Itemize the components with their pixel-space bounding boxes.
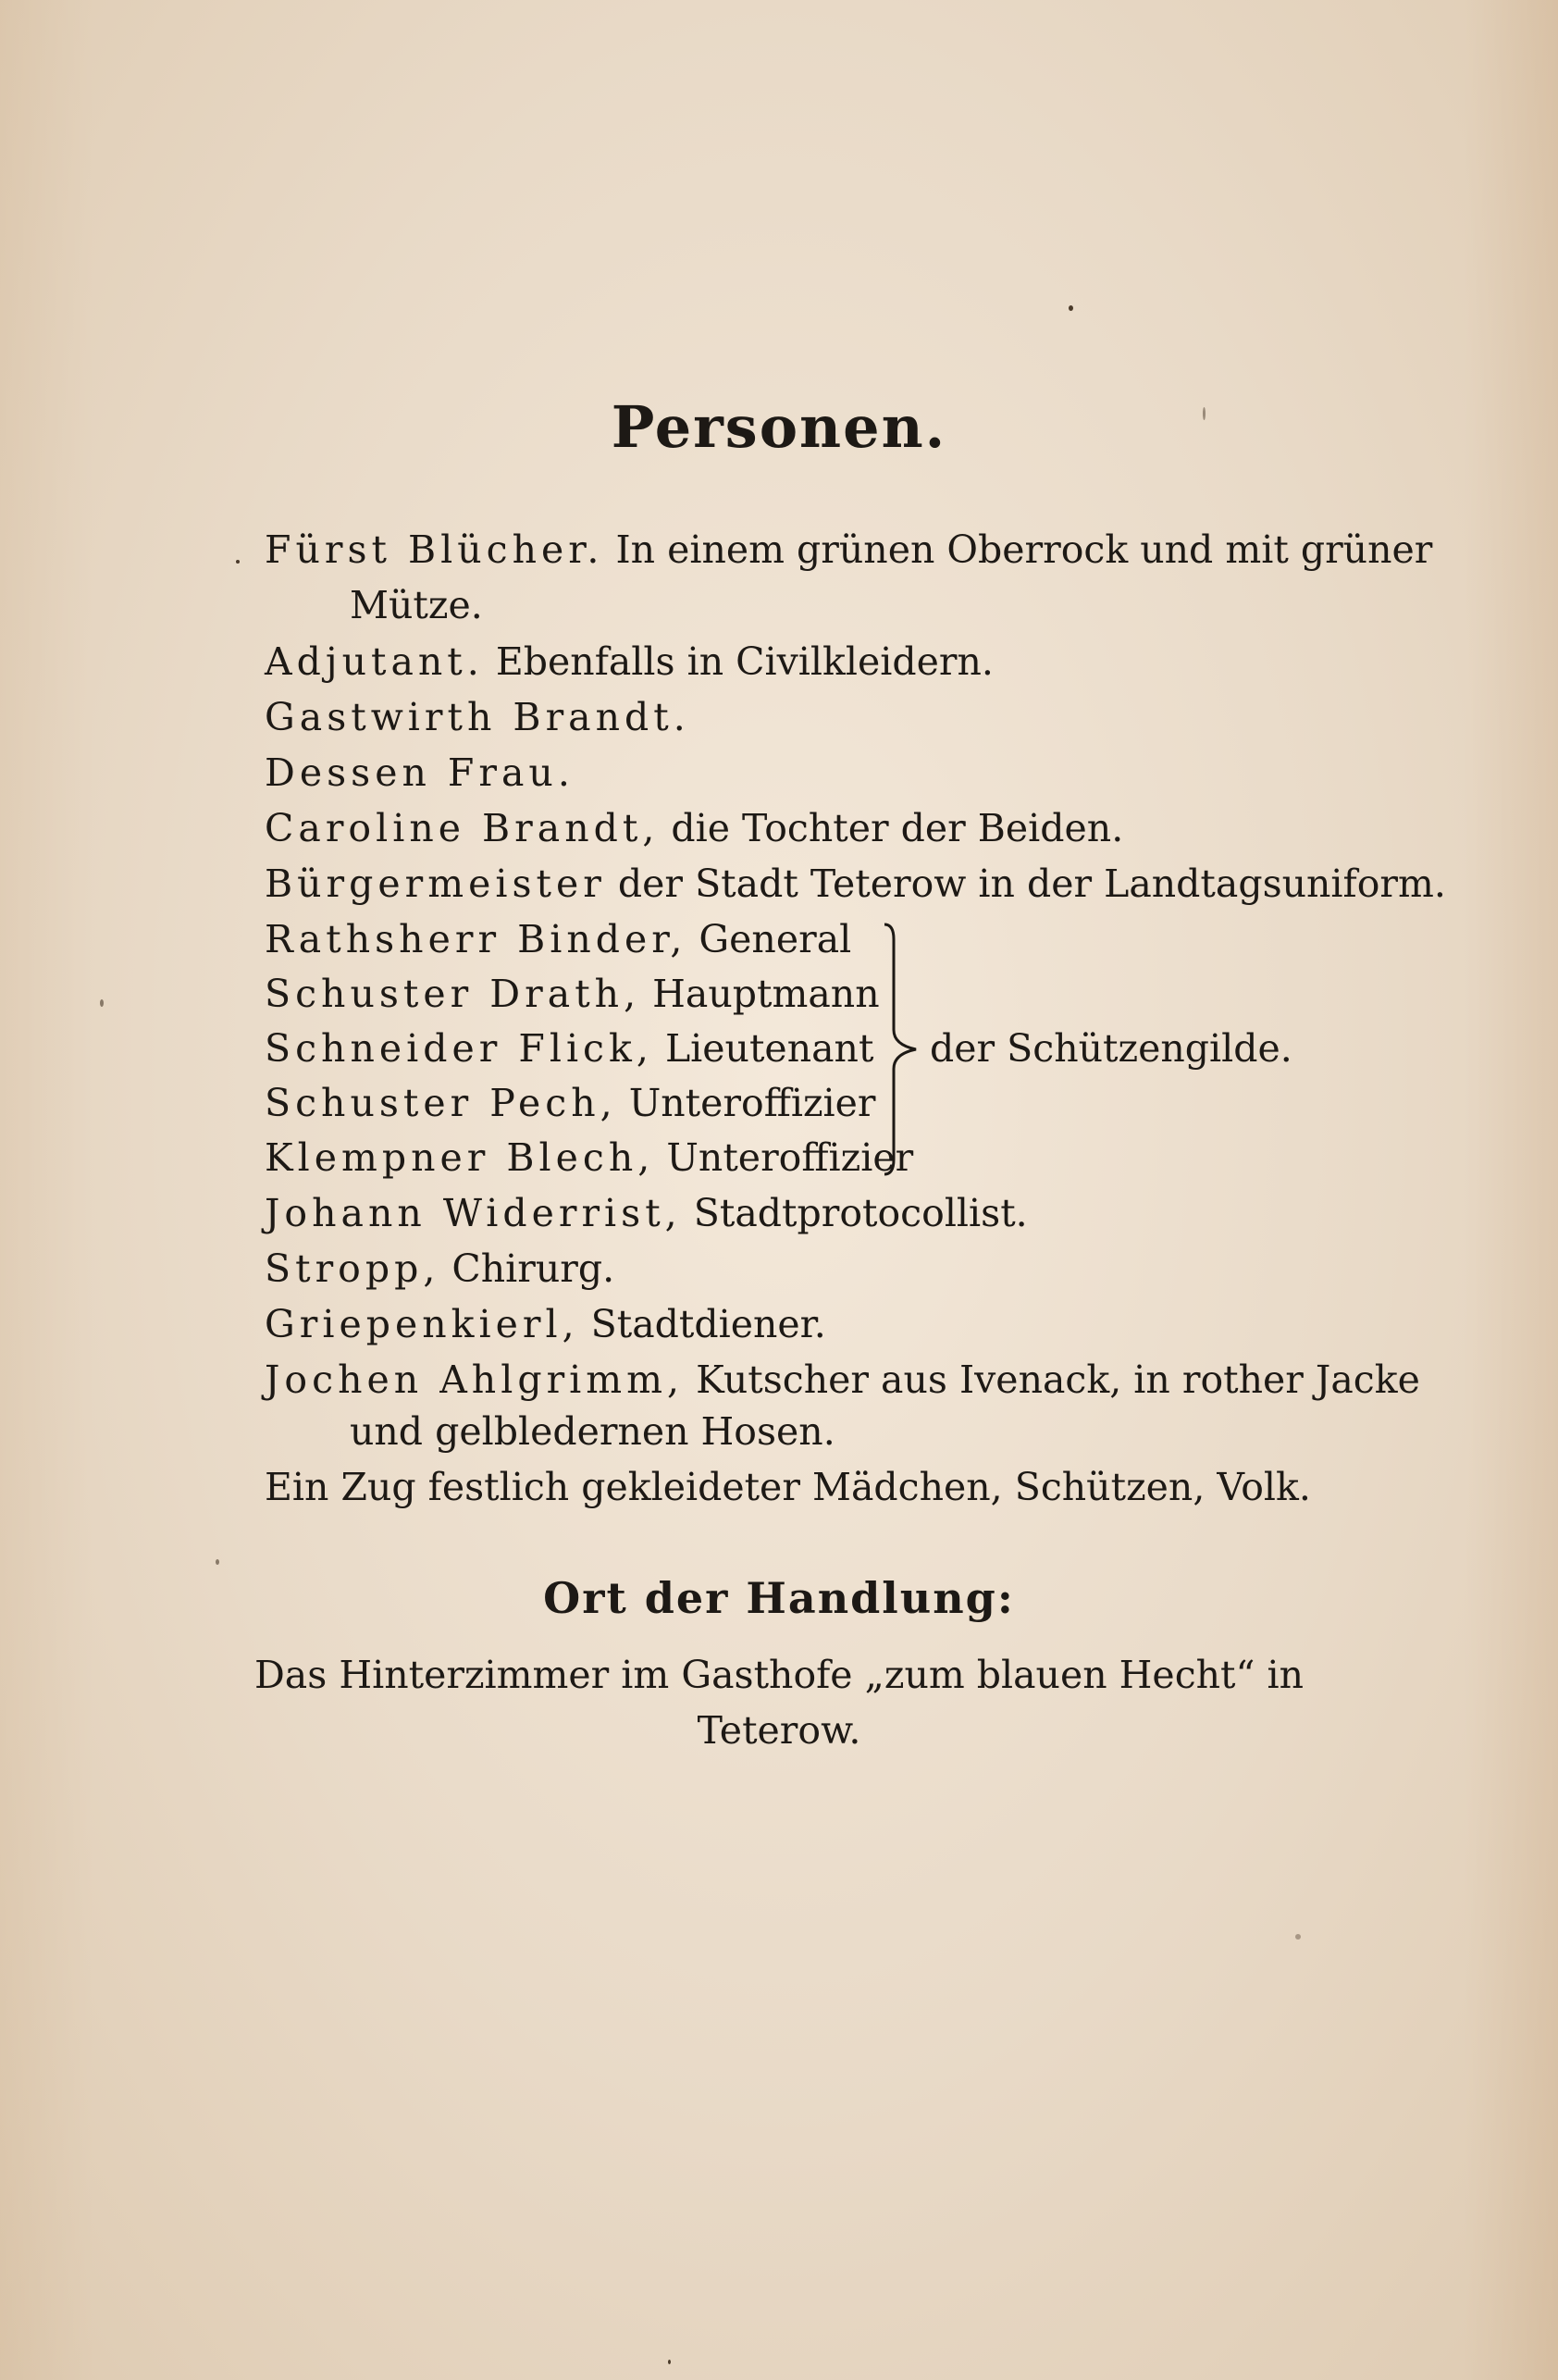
character-rank: Unteroffizier <box>616 1081 876 1125</box>
paper-speck <box>100 999 104 1007</box>
character-name: Schneider Flick, <box>265 1026 653 1071</box>
character-rank: Unteroffizier <box>654 1135 914 1180</box>
character-name: Adjutant. <box>265 639 484 684</box>
cast-line <box>350 580 483 630</box>
character-name: Bürgermeister <box>265 862 606 906</box>
paper-speck <box>1203 407 1206 420</box>
character-description: Ein Zug festlich gekleideter Mädchen, Schützen, Volk. <box>265 1465 1311 1509</box>
character-name: Fürst Blücher. <box>265 527 604 572</box>
character-description: und gelbledernen Hosen. <box>350 1409 835 1454</box>
character-description: Chirurg. <box>439 1246 615 1291</box>
cast-line <box>265 525 1432 575</box>
character-rank: Hauptmann <box>640 972 880 1016</box>
cast-line <box>265 1299 826 1349</box>
cast-line <box>265 748 575 798</box>
paper-speck <box>1295 1934 1301 1940</box>
paper-speck <box>668 2360 671 2364</box>
cast-line <box>265 637 994 687</box>
cast-line <box>265 692 690 742</box>
cast-line <box>265 1355 1420 1405</box>
character-name: Johann Widerrist, <box>265 1191 682 1235</box>
character-description: Stadtprotocollist. <box>681 1191 1028 1235</box>
place-description-line: Das Hinterzimmer im Gasthofe „zum blauen Hecht“ in <box>253 1653 1305 1697</box>
character-name: Griepenkierl, <box>265 1302 579 1346</box>
character-description: In einem grünen Oberrock und mit grüner <box>603 527 1433 572</box>
guild-member <box>265 1133 913 1183</box>
page-title: Personen. <box>611 393 947 461</box>
character-name: Schuster Pech, <box>265 1081 617 1125</box>
guild-member <box>265 969 880 1019</box>
character-description: der Stadt Teterow in der Landtagsuniform. <box>605 862 1446 906</box>
character-name: Rathsherr Binder, <box>265 917 687 961</box>
guild-member <box>265 914 851 964</box>
place-description-line: Teterow. <box>697 1708 861 1753</box>
character-description: Kutscher aus Ivenack, in rother Jacke <box>684 1357 1420 1402</box>
character-rank: Lieutenant <box>652 1026 874 1071</box>
cast-line <box>265 803 1123 853</box>
paper-speck <box>236 560 240 564</box>
curly-brace-icon <box>881 921 923 1178</box>
character-name: Klempner Blech, <box>265 1135 655 1180</box>
character-name: Schuster Drath, <box>265 972 641 1016</box>
cast-line <box>265 1462 1311 1512</box>
character-description: Ebenfalls in Civilkleidern. <box>483 639 994 684</box>
character-name: Caroline Brandt, <box>265 806 660 850</box>
guild-member <box>265 1078 876 1128</box>
character-name: Stropp, <box>265 1246 440 1291</box>
guild-member <box>265 1023 873 1073</box>
paper-speck <box>216 1559 219 1565</box>
guild-label: der Schützengilde. <box>930 1026 1292 1071</box>
place-heading: Ort der Handlung: <box>543 1573 1015 1623</box>
paper-speck <box>1069 305 1073 311</box>
character-rank: General <box>686 917 852 961</box>
cast-line <box>265 1188 1028 1238</box>
character-description: die Tochter der Beiden. <box>659 806 1124 850</box>
character-name: Jochen Ahlgrimm, <box>265 1357 685 1402</box>
cast-line <box>265 1244 614 1294</box>
character-name: Gastwirth Brandt. <box>265 695 690 739</box>
character-name: Dessen Frau. <box>265 750 575 795</box>
character-description: Stadtdiener. <box>578 1302 826 1346</box>
cast-line <box>350 1407 835 1457</box>
character-description: Mütze. <box>350 583 483 627</box>
cast-line <box>265 859 1446 909</box>
